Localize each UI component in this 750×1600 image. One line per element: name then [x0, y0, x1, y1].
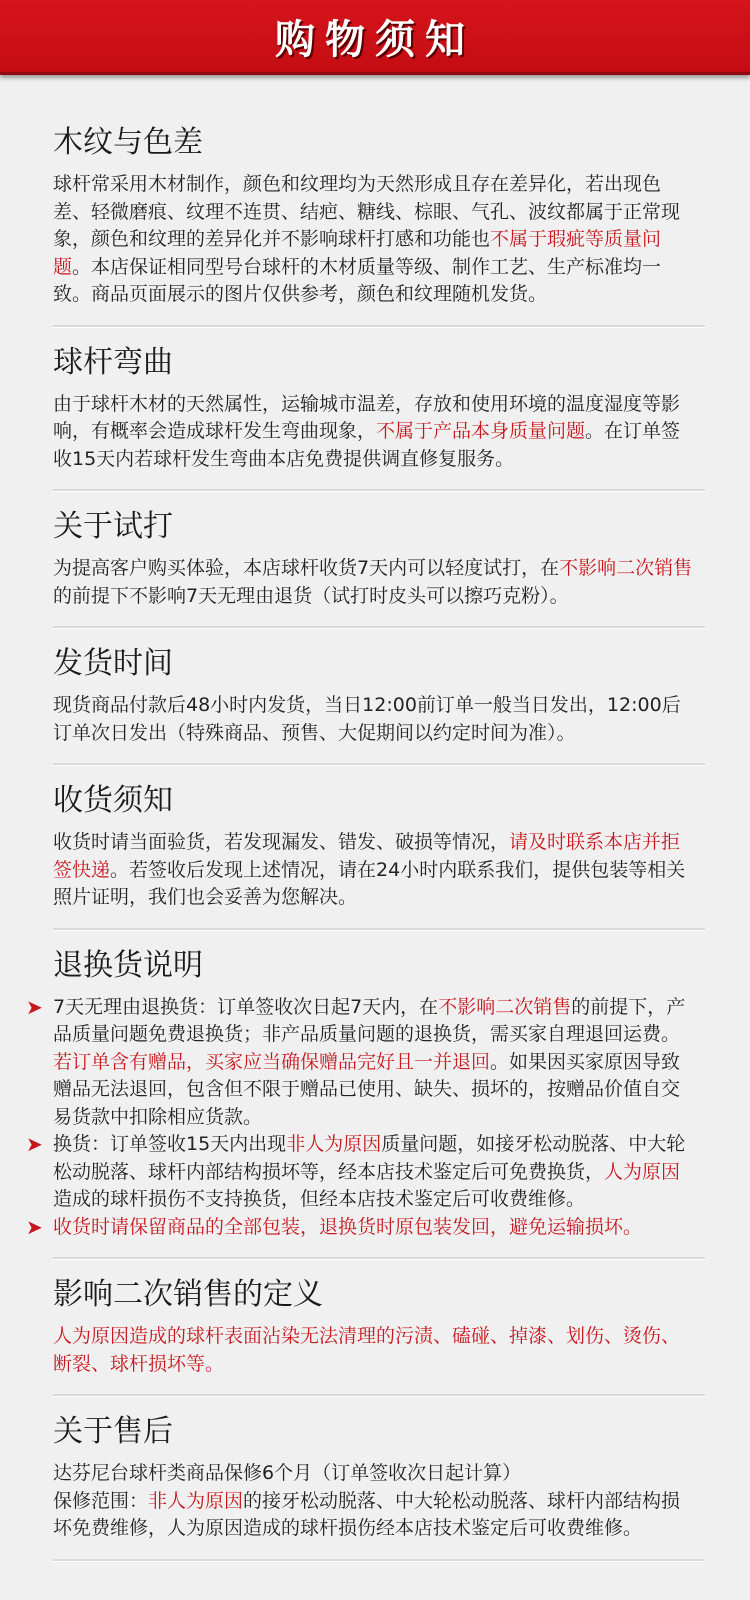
text-segment: 球杆常采用木材制作，颜色和纹理均为天然形成且存在差异化，若出现色差、轻微磨痕、纹理不连贯、结疤、糖线、棕眼、气孔、波纹都属于正常现象，颜色和纹理的差异化并不影响球杆打感和功能也 — [53, 173, 681, 250]
section-cue-bending — [53, 343, 693, 492]
text-segment: 。若签收后发现上述情况，请在24小时内联系我们，提供包装等相关照片证明，我们也会妥善为您解决。 — [53, 858, 686, 908]
warranty-scope-text — [53, 1488, 693, 1543]
list-item — [26, 1214, 693, 1242]
highlight-text: 不影响二次销售 — [559, 557, 693, 579]
text-segment: 收货时请当面验货，若发现漏发、错发、破损等情况， — [53, 831, 510, 853]
section-title: 关于试打 — [53, 509, 173, 544]
section-shipping-time — [53, 644, 693, 765]
text-segment: 7天无理由退换货：订单签收次日起7天内，在 — [53, 995, 439, 1018]
section-text — [53, 829, 693, 912]
section-wood-grain — [53, 123, 693, 327]
highlight-text: 请及时联系本店并拒签快递 — [53, 831, 681, 881]
arrow-bullet-icon: ➤ — [26, 1132, 43, 1156]
text-segment: 保修范围： — [53, 1489, 149, 1512]
text-segment: 。在订单签收15天内若球杆发生弯曲本店免费提供调直修复服务。 — [53, 420, 681, 470]
section-text — [53, 555, 693, 610]
section-text — [53, 391, 693, 474]
returns-list — [26, 994, 693, 1242]
header-banner — [0, 0, 750, 75]
section-receiving-notice — [53, 781, 693, 930]
section-text — [53, 171, 693, 309]
notice-content — [0, 75, 693, 1561]
list-item — [26, 994, 693, 1132]
section-title: 球杆弯曲 — [53, 344, 173, 380]
text-segment: 由于球杆木材的天然属性，运输城市温差，存放和使用环境的温度湿度等影响，有概率会造成球杆发生弯曲现象， — [53, 392, 681, 442]
text-segment: 的前提下，产品质量问题免费退换货；非产品质量问题的退换货，需买家自理退回运费。 — [53, 995, 686, 1045]
section-title: 木纹与色差 — [53, 125, 203, 160]
text-segment: 。如果因买家原因导致赠品无法退回，包含但不限于赠品已使用、缺失、损坏的，按赠品价值自交易货款中扣除相应货款。 — [53, 1050, 681, 1128]
highlight-text: 不属于瑕疵等质量问题 — [53, 228, 662, 278]
section-title: 退换货说明 — [53, 947, 203, 983]
highlight-text: 不影响二次销售 — [438, 995, 572, 1018]
highlight-text: 非人为原因 — [286, 1133, 382, 1155]
highlight-text: 不属于产品本身质量问题 — [376, 420, 586, 442]
section-secondary-sale-definition — [53, 1275, 693, 1396]
section-title: 发货时间 — [53, 646, 173, 681]
arrow-bullet-icon: ➤ — [26, 994, 43, 1019]
highlight-text: 若订单含有赠品，买家应当确保赠品完好且一并退回 — [53, 1050, 491, 1073]
section-trial-play — [53, 507, 693, 628]
arrow-bullet-icon: ➤ — [26, 1214, 43, 1239]
highlight-text: 人为原因 — [604, 1160, 681, 1183]
warranty-period-text: 达芬尼台球杆类商品保修6个月（订单签收次日起计算） — [53, 1462, 522, 1484]
section-title: 关于售后 — [53, 1414, 173, 1449]
text-segment: 的前提下不影响7天无理由退货（试打时皮头可以擦巧克粉）。 — [53, 584, 569, 607]
text-segment: 换货：订单签收15天内出现 — [53, 1133, 287, 1155]
section-returns — [26, 946, 693, 1260]
text-segment: 。本店保证相同型号台球杆的木材质量等级、制作工艺、生产标准均一致。商品页面展示的图片仅供参考，颜色和纹理随机发货。 — [53, 255, 662, 305]
text-segment: 为提高客户购买体验，本店球杆收货7天内可以轻度试打，在 — [53, 557, 560, 579]
section-after-sales — [53, 1412, 693, 1561]
section-title: 收货须知 — [53, 783, 173, 818]
text-segment: 的接牙松动脱落、中大轮松动脱落、球杆内部结构损坏免费维修，人为原因造成的球杆损伤经本店技术鉴定后可收费维修。 — [53, 1489, 681, 1539]
highlight-text: 非人为原因 — [148, 1489, 244, 1512]
section-text: 人为原因造成的球杆表面沾染无法清理的污渍、磕碰、掉漆、划伤、烫伤、断裂、球杆损坏等。 — [53, 1325, 681, 1375]
section-title: 影响二次销售的定义 — [53, 1277, 323, 1312]
page-title: 购物须知 — [275, 16, 475, 63]
text-segment: 造成的球杆损伤不支持换货，但经本店技术鉴定后可收费维修。 — [53, 1188, 586, 1210]
highlight-text: 收货时请保留商品的全部包装，退换货时原包装发回，避免运输损坏。 — [53, 1215, 643, 1238]
section-text: 现货商品付款后48小时内发货，当日12:00前订单一般当日发出，12:00后订单次日发出（特殊商品、预售、大促期间以约定时间为准）。 — [53, 694, 681, 744]
text-segment: 质量问题，如接牙松动脱落、中大轮松动脱落、球杆内部结构损坏等，经本店技术鉴定后可免费换货， — [53, 1133, 686, 1183]
list-item — [26, 1131, 693, 1214]
